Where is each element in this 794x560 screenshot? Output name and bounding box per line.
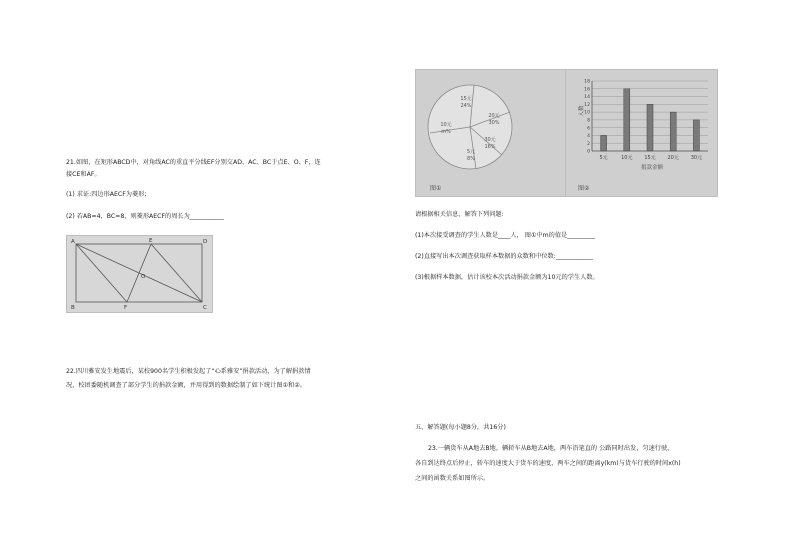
q21-line2: 接CE和AF。	[66, 171, 101, 178]
bar-ylabel: 人数	[579, 105, 585, 117]
q21-part2: (2) 若AB=4，BC=8，则菱形AECF的周长为___________	[66, 213, 224, 220]
pie-pct-10: m%	[441, 129, 451, 135]
q22-prompt: 请根据相关信息，解答下列问题:	[415, 211, 504, 218]
bar-ytick-label: 10	[584, 110, 590, 116]
pie-label-15: 15元	[460, 96, 472, 102]
label-e: E	[149, 238, 153, 244]
label-b: B	[71, 305, 75, 311]
pie-label-5: 5元	[466, 149, 476, 155]
pie-label-20: 20元	[488, 113, 500, 119]
pie-label-10: 10元	[440, 122, 452, 128]
q23-line1: 23.一辆货车从A地去B地，辆轿车从B地去A地，两车沿笔直的 公路同时出发，匀速行驶，	[428, 445, 674, 452]
bar-4	[693, 120, 699, 151]
q22-sub2: (2)直接写出本次调查获取样本数据的众数和中位数:____________	[415, 253, 593, 260]
label-o: O	[141, 274, 146, 280]
q22-sub3: (3)根据样本数据，估计该校本次活动捐款金额为10元的学生人数。	[415, 274, 599, 281]
bar-ytick-label: 14	[584, 95, 590, 101]
bar-ytick-label: 18	[584, 79, 590, 85]
bar-3	[670, 112, 676, 151]
bar-xtick-label: 30元	[690, 155, 703, 161]
pie-label-30: 30元	[484, 137, 496, 143]
bar-xtick-label: 15元	[644, 155, 656, 161]
pie-pct-30: 16%	[484, 144, 496, 150]
q22-sub1: (1)本次接受调查的学生人数是____人， 图①中m的值是_________	[415, 232, 596, 239]
bar-xtick-label: 20元	[667, 155, 679, 161]
pie-chart-figure	[415, 69, 568, 197]
segment-ce	[151, 244, 202, 302]
pie-caption: 图①	[430, 185, 442, 192]
q22-line2: 况，校团委随机调查了部分学生的捐款金额，并用得到的数据绘制了如下统计图①和②。	[66, 382, 307, 389]
bar-ytick-label: 0	[587, 149, 590, 155]
bar-ytick-label: 8	[587, 118, 590, 124]
bar-chart-figure	[565, 69, 718, 197]
bar-ytick-label: 16	[584, 87, 590, 93]
rectangle-diagram	[67, 236, 212, 312]
bar-chart	[566, 70, 717, 196]
bar-ytick-label: 6	[587, 126, 590, 132]
bar-0	[601, 135, 607, 151]
q21-figure	[66, 235, 213, 313]
label-c: C	[203, 305, 207, 311]
bar-2	[647, 104, 653, 151]
pie-pct-20: 30%	[488, 120, 500, 126]
section5-heading: 五、解答题(每小题8分，共16分)	[415, 424, 506, 431]
segment-af	[76, 244, 127, 302]
bar-xtick-label: 10元	[621, 155, 633, 161]
segment-ef	[127, 244, 151, 302]
label-f: F	[124, 305, 128, 311]
q21-part1: (1) 求证:四边形AECF为菱形;	[66, 191, 147, 198]
q23-line2: 各自到达终点后停止，轿车的速度大于货车的速度，两车之间的距离y(km)与货车行驶的时间x(h)	[415, 460, 681, 467]
pie-chart	[416, 70, 567, 196]
pie-pct-5: 8%	[467, 156, 475, 162]
bar-xlabel: 捐款金额	[640, 165, 664, 171]
bar-ytick-label: 2	[587, 141, 590, 147]
label-a: A	[71, 239, 75, 245]
bar-ytick-label: 12	[584, 102, 590, 108]
pie-pct-15: 24%	[460, 103, 472, 109]
bar-1	[624, 89, 630, 151]
bar-xtick-label: 5元	[599, 155, 608, 161]
q22-line1: 22.四川雅安发生地震后，某校900名学生积极发起了“心系雅安”捐款活动，为了解捐款情	[66, 368, 311, 375]
bar-caption: 图②	[578, 185, 590, 192]
q21-line1: 21.如图，在矩形ABCD中，对角线AC的重直平分线EF分别交AD、AC、BC于点E、O、F，连	[66, 159, 321, 166]
q23-line3: 之间的函数关系如图所示。	[415, 475, 490, 482]
bar-ytick-label: 4	[587, 134, 590, 140]
label-d: D	[203, 239, 208, 245]
